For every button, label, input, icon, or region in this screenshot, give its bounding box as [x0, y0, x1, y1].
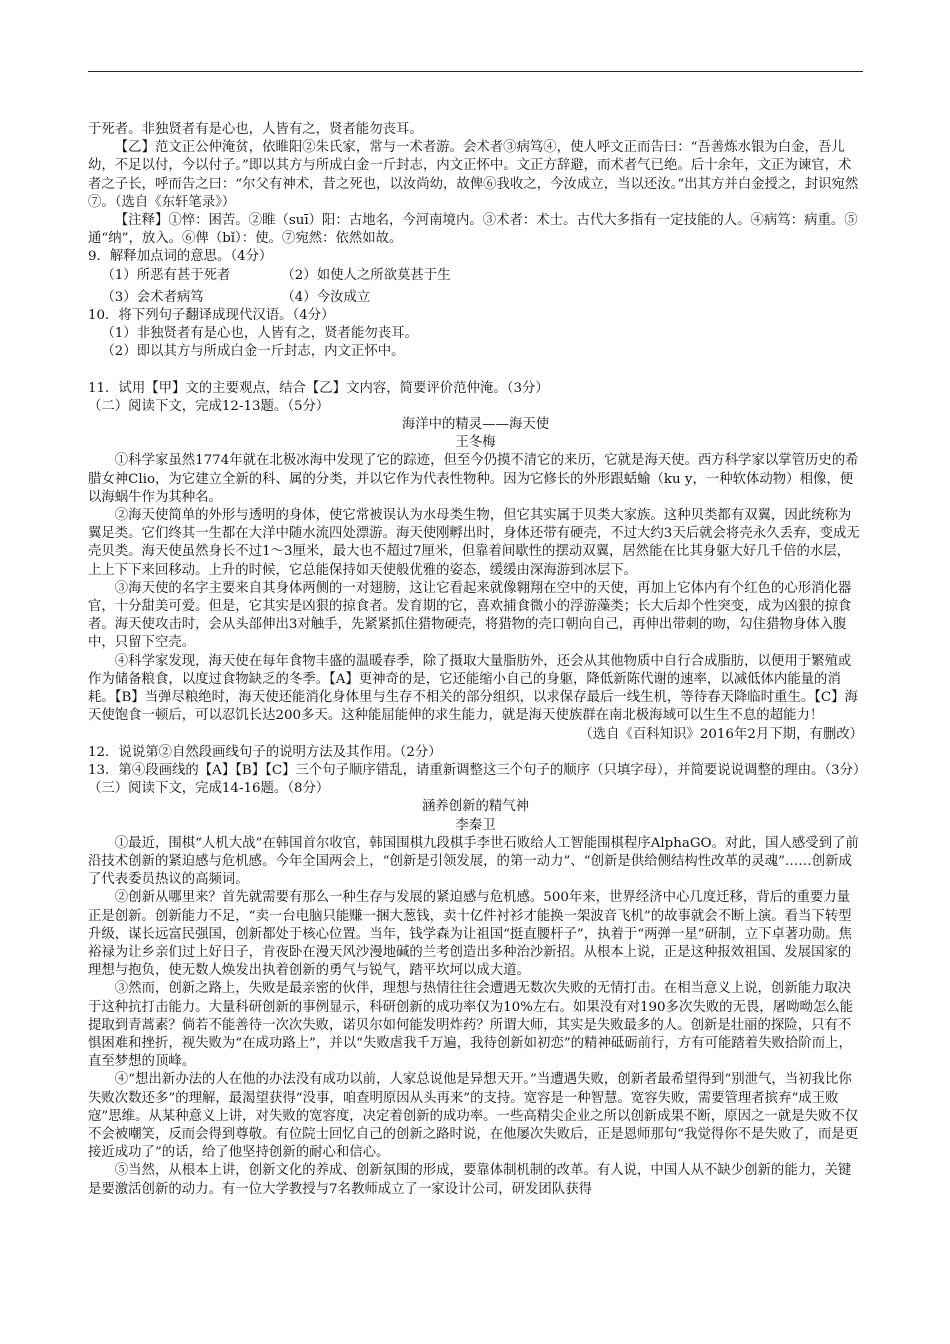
section-2-paragraph-3: ③海天使的名字主要来自其身体两侧的一对翅膀，这让它看起来就像翱翔在空中的天使，再加上它体内有个红色的心形消化器官，十分甜美可爱。但是，它其实是凶狠的掠食者。发育期的它，喜欢捕食微小的浮游藻类；长大后却个性突变，成为凶狠的掠食者。海天使攻击时，会从头部伸出3对触手，先紧紧抓住猎物硬壳，将猎物的壳口朝向自己，再伸出带刺的吻，勾住猎物身体入腹中，只留下空壳。	[88, 580, 852, 651]
section-3-title: 涵养创新的精气神	[421, 799, 530, 815]
answer-space	[88, 362, 863, 380]
section-3-author: 李秦卫	[455, 817, 496, 833]
question-9-item-4: （4）今汝成立	[281, 289, 371, 305]
question-9-item-2: （2）如使人之所欲莫甚于生	[281, 267, 451, 283]
document-body	[88, 121, 867, 1199]
section-2-source: （选自《百科知识》2016年2月下期，有删改）	[579, 726, 863, 742]
question-13: 13．第④段画线的【A】【B】【C】三个句子顺序错乱，请重新调整这三个句子的顺序（只填字母），并简要说说调整的理由。（3分）	[88, 762, 867, 778]
section-2-paragraph-4: ④科学家发现，海天使在每年食物丰盛的温暖春季，除了摄取大量脂肪外，还会从其他物质中自行合成脂肪，以便用于繁殖或作为储备粮食，以度过食物缺乏的冬季。【A】更神奇的是，它还能缩小自己的身躯，降低新陈代谢的速率，以减低体内能量的消耗。【B】当弹尽粮绝时，海天使还能消化身体里与生存不相关的部分组织，以求保存最后一线生机，等待春天降临时重生。【C】海天使饱食一顿后，可以忍饥长达200多天。这种能屈能伸的求生能力，就是海天使族群在南北极海域可以生生不息的超能力！	[88, 653, 858, 724]
passage-yi: 【乙】范文正公仲淹贫，依睢阳②朱氏家，常与一术者游。会术者③病笃④，使人呼文正而告曰：“吾善炼水银为白金，吾儿幼，不足以付，今以付子。”即以其方与所成白金一斤封志，内文正怀中。文正方辞避，而术者气已绝。后十余年，文正为谏官，术者之子长，呼而告之曰：“尔父有神术，昔之死也，以汝尚幼，故俾⑥我收之，今汝成立，当以还汝。”出其方并白金授之，封识宛然⑦。（选自《东轩笔录》）	[88, 140, 859, 210]
section-2-author: 王冬梅	[455, 435, 496, 451]
question-11: 11．试用【甲】文的主要观点，结合【乙】文内容，简要评价范仲淹。（3分）	[88, 380, 549, 396]
section-2-paragraph-2: ②海天使简单的外形与透明的身体，使它常被误认为水母类生物，但它其实属于贝类大家族。这种贝类都有双翼，因此统称为翼足类。它们终其一生都在大洋中随水流四处漂游。海天使刚孵出时，身体还带有硬壳，不过大约3天后就会将壳永久丢弃，变成无壳贝类。海天使虽然身长不过1～3厘米，最大也不超过7厘米，但靠着间歇性的摆动双翼，居然能在比其身躯大好几千倍的水层，上上下下来回移动。上升的时候，它总能保持如天使般优雅的姿态，缓缓由深海游到冰层下。	[88, 508, 860, 578]
section-3-paragraph-1: ①最近，围棋“人机大战”在韩国首尔收官，韩国围棋九段棋手李世石败给人工智能围棋程序AlphaGO。对此，国人感受到了前沿技术创新的紧迫感与危机感。今年全国两会上，“创新是引领发展，的第一动力”、“创新是供给侧结构性改革的灵魂”……创新成了代表委员热议的高频词。	[88, 835, 859, 888]
section-3-paragraph-4: ④“想出新办法的人在他的办法没有成功以前，人家总说他是异想天开。”当遭遇失败，创新者最希望得到“别泄气，当初我比你失败次数还多”的理解，最渴望获得“没事，咱查明原因从头再来”的支持。宽容是一种智慧。宽容失败，需要管理者摈弃“成王败寇”思维。从某种意义上讲，对失败的宽容度，决定着创新的成功率。一些高精尖企业之所以创新成果不断，原因之一就是失败不仅不会被嘲笑，反而会得到尊敬。有位院士回忆自己的创新之路时说，在他屡次失败后，正是恩师那句“我觉得你不是失败了，而是更接近成功了”的话，给了他坚持创新的耐心和信心。	[88, 1072, 859, 1161]
question-10: 10．将下列句子翻译成现代汉语。（4分）	[88, 308, 335, 324]
question-10-item-1: （1）非独贤者有是心也，人皆有之，贤者能勿丧耳。	[101, 326, 418, 342]
section-3-paragraph-5: ⑤当然，从根本上讲，创新文化的养成、创新氛围的形成，要靠体制机制的改革。有人说，中国人从不缺少创新的能力，关键是要激活创新的动力。有一位大学教授与7名教师成立了一家设计公司，研发团队获得	[88, 1163, 852, 1197]
question-10-item-2: （2）即以其方与所成白金一斤封志，内文正怀中。	[101, 344, 405, 360]
header-rule	[88, 71, 863, 72]
section-2-title: 海洋中的精灵——海天使	[401, 417, 550, 433]
question-9-row-1	[88, 267, 863, 285]
passage-yi-notes: 【注释】①悴：困苦。②睢（suī）阳：古地名，今河南境内。③术者：术士。古代大多指有一定技能的人。④病笃：病重。⑤通“纳”，放入。⑥俾（bǐ）：使。⑦宛然：依然如故。	[88, 213, 858, 247]
section-3-paragraph-3: ③然而，创新之路上，失败是最亲密的伙伴，理想与热情往往会遭遇无数次失败的无情打击。在相当意义上说，创新能力取决于这种抗打击能力。大量科研创新的事例显示，科研创新的成功率仅为10%左右。如果没有对190多次失败的无畏，屠呦呦怎么能提取到青蒿素？倘若不能善待一次次失败，诺贝尔如何能发明炸药？所谓大师，其实是失败最多的人。创新是壮丽的探险，只有不惧困难和挫折，视失败为“在成功路上”，并以“失败虐我千万遍，我待创新如初恋”的精神砥砺前行，方有可能踏着失败拾阶而上，直至梦想的顶峰。	[88, 981, 854, 1070]
section-3-header: （三）阅读下文，完成14-16题。（8分）	[88, 781, 330, 797]
section-2-header: （二）阅读下文，完成12-13题。（5分）	[88, 398, 330, 414]
passage1-continuation: 于死者。非独贤者有是心也，人皆有之，贤者能勿丧耳。	[88, 122, 423, 137]
section-3-paragraph-2: ②创新从哪里来？首先就需要有那么一种生存与发展的紧迫感与危机感。500年来，世界经济中心几度迁移，背后的重要力量正是创新。创新能力不足，“卖一台电脑只能赚一捆大葱钱，卖十亿件衬衫才能换一架波音飞机”的故事就会不断上演。看当下转型升级，谋长远富民强国，创新都处于核心位置。当年，钱学森为让祖国“挺直腰杆子”，执着于“两弹一星”研制，立下卓著功勋。焦裕禄为让乡亲们过上好日子，肯夜卧在漫天风沙漫地碱的兰考创造出多种治沙新招。从根本上说，正是这种报效祖国、发展国家的理想与抱负，使无数人焕发出执着创新的勇气与锐气，踏平坎坷以成大道。	[88, 890, 852, 979]
question-9-row-2	[88, 289, 863, 307]
question-9: 9．解释加点词的意思。（4分）	[88, 249, 273, 265]
question-9-item-1: （1）所恶有甚于死者	[101, 267, 231, 283]
question-12: 12．说说第②自然段画线句子的说明方法及其作用。（2分）	[88, 744, 442, 760]
section-2-paragraph-1: ①科学家虽然1774年就在北极冰海中发现了它的踪迹，但至今仍摸不清它的来历，它就是海天使。西方科学家以掌管历史的希腊女神Clio，为它建立全新的科、属的分类，并以它作为代表性物种。因为它修长的外形跟蛞蝓（ku y，一种软体动物）相像，便以海蜗牛作为其种名。	[88, 453, 859, 505]
question-9-item-3: （3）会术者病笃	[101, 289, 204, 305]
